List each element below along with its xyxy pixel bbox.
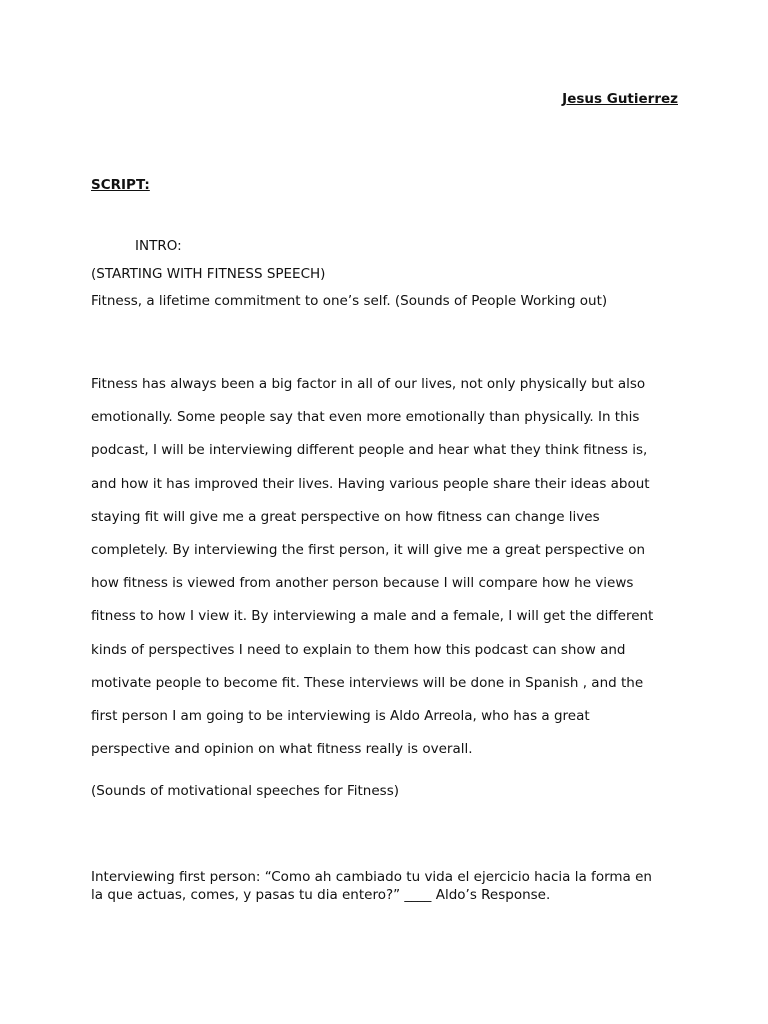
intro-line-2: Fitness, a lifetime commitment to one’s self. (Sounds of People Working out): [91, 293, 608, 309]
intro-label: INTRO:: [135, 238, 182, 254]
intro-line-1: (STARTING WITH FITNESS SPEECH): [91, 265, 326, 282]
body-line: staying fit will give me a great perspective on how fitness can change lives: [91, 508, 600, 525]
body-line: Fitness has always been a big factor in all of our lives, not only physically but also: [91, 376, 646, 392]
sound-cue-motivational: (Sounds of motivational speeches for Fitness): [91, 783, 399, 799]
body-line: first person I am going to be interviewing is Aldo Arreola, who has a great: [91, 708, 590, 725]
author-name: Jesus Gutierrez: [562, 91, 678, 107]
script-heading: SCRIPT:: [91, 177, 150, 193]
body-paragraph: [91, 368, 681, 766]
body-line: and how it has improved their lives. Having various people share their ideas about: [91, 475, 650, 492]
interview-question: [91, 868, 681, 904]
body-line: motivate people to become fit. These interviews will be done in Spanish , and the: [91, 674, 644, 691]
body-line: completely. By interviewing the first person, it will give me a great perspective on: [91, 542, 646, 559]
body-line: perspective and opinion on what fitness really is overall.: [91, 741, 473, 758]
body-line: emotionally. Some people say that even more emotionally than physically. In this: [91, 409, 640, 426]
body-line: kinds of perspectives I need to explain to them how this podcast can show and: [91, 641, 626, 658]
interview-line: la que actuas, comes, y pasas tu dia entero?” ____ Aldo’s Response.: [91, 887, 551, 903]
body-line: fitness to how I view it. By interviewing a male and a female, I will get the different: [91, 608, 654, 625]
body-line: podcast, I will be interviewing different people and hear what they think fitness is,: [91, 442, 648, 459]
body-line: how fitness is viewed from another person because I will compare how he views: [91, 575, 634, 592]
interview-line: Interviewing first person: “Como ah cambiado tu vida el ejercicio hacia la forma en: [91, 869, 652, 885]
intro-section: [91, 233, 681, 316]
